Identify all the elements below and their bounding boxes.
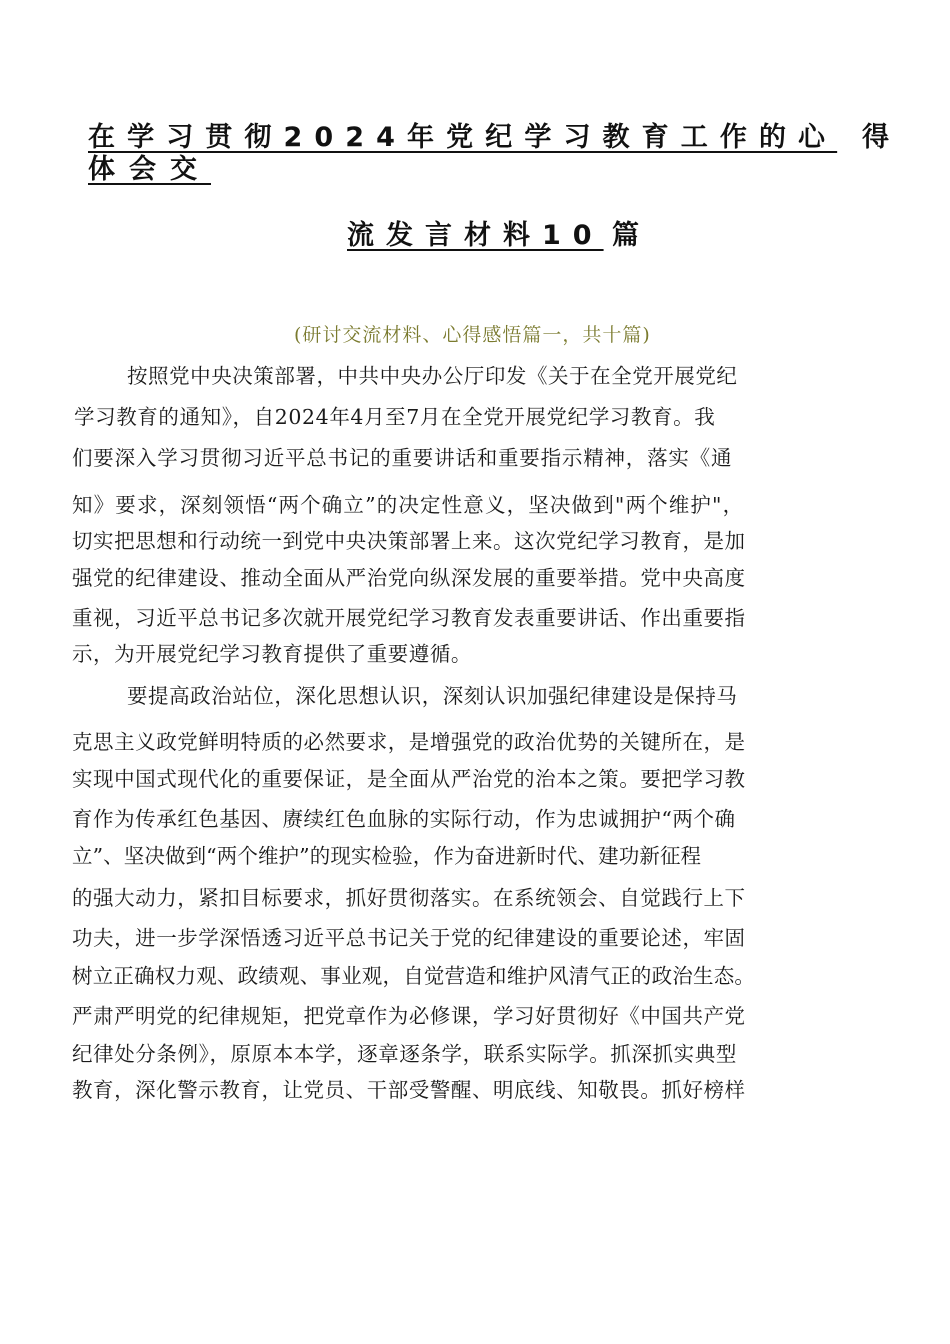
body-line: 学习教育的通知》，自2024年4月至7月在全党开展党纪学习教育。我: [74, 405, 716, 429]
subtitle: (研讨交流材料、心得感悟篇一，共十篇): [294, 324, 651, 346]
body-line: 纪律处分条例》，原原本本学，逐章逐条学，联系实际学。抓深抓实典型: [72, 1042, 737, 1066]
body-line: 们要深入学习贯彻习近平总书记的重要讲话和重要指示精神，落实《通: [72, 446, 733, 470]
body-line: 的强大动力，紧扣目标要求，抓好贯彻落实。在系统领会、自觉践行上下: [72, 886, 746, 910]
body-line: 知》要求，深刻领悟“两个确立”的决定性意义，坚决做到"两个维护"，: [72, 493, 745, 517]
body-line: 育作为传承红色基因、赓续红色血脉的实际行动，作为忠诚拥护“两个确: [72, 807, 736, 831]
title-line-3-tail: 篇: [612, 220, 639, 251]
body-line: 功夫，进一步学深悟透习近平总书记关于党的纪律建设的重要论述，牢固: [72, 926, 746, 950]
body-line: 重视，习近平总书记多次就开展党纪学习教育发表重要讲话、作出重要指: [72, 606, 746, 630]
body-line: 按照党中央决策部署，中共中央办公厅印发《关于在全党开展党纪: [127, 364, 738, 388]
body-line: 立”、坚决做到“两个维护”的现实检验，作为奋进新时代、建功新征程: [72, 844, 702, 868]
body-line: 克思主义政党鲜明特质的必然要求，是增强党的政治优势的关键所在，是: [72, 730, 746, 754]
body-line: 实现中国式现代化的重要保证，是全面从严治党的治本之策。要把学习教: [72, 767, 746, 791]
body-line: 强党的纪律建设、推动全面从严治党向纵深发展的重要举措。党中央高度: [72, 566, 746, 590]
title-line-1-tail: 得: [862, 122, 889, 153]
body-line: 严肃严明党的纪律规矩，把党章作为必修课，学习好贯彻好《中国共产党: [72, 1004, 746, 1028]
body-line: 教育，深化警示教育，让党员、干部受警醒、明底线、知敬畏。抓好榜样: [72, 1078, 746, 1102]
title-line-3: 流发言材料10: [347, 220, 604, 251]
body-line: 示，为开展党纪学习教育提供了重要遵循。: [72, 642, 472, 666]
title-line-2: 体会交: [88, 154, 211, 185]
title-line-1: 在学习贯彻2024年党纪学习教育工作的心: [88, 122, 838, 153]
body-line: 树立正确权力观、政绩观、事业观，自觉营造和维护风清气正的政治生态。: [72, 964, 756, 988]
body-line: 要提高政治站位，深化思想认识，深刻认识加强纪律建设是保持马: [127, 684, 738, 708]
body-line: 切实把思想和行动统一到党中央决策部署上来。这次党纪学习教育，是加: [72, 529, 746, 553]
